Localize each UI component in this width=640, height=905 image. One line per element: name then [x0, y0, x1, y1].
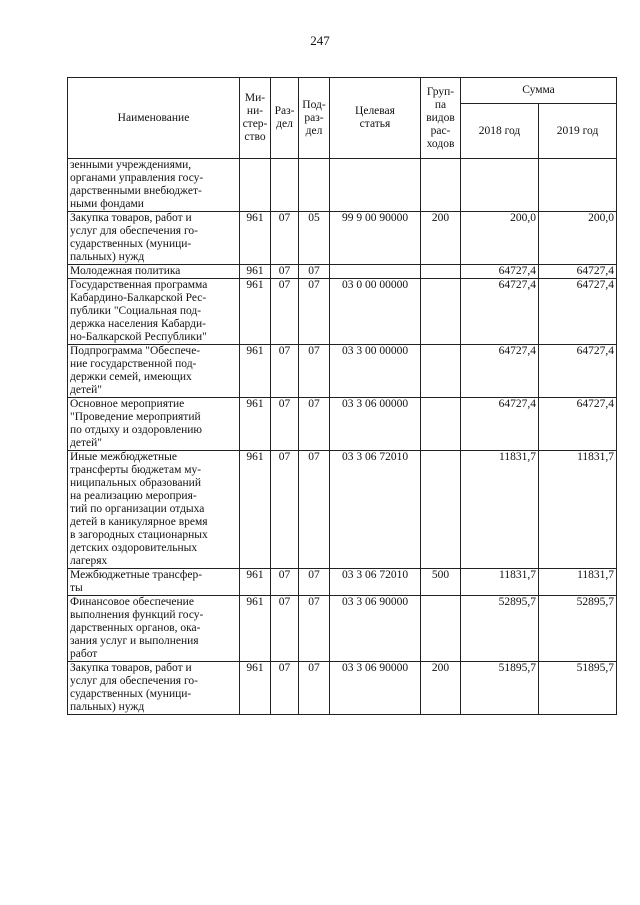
cell-target-article: 03 3 00 00000 — [330, 345, 421, 398]
table-row — [68, 596, 617, 662]
cell-subsection: 07 — [299, 662, 330, 715]
cell-expense-group: 200 — [421, 662, 461, 715]
cell-sum-2019: 11831,7 — [539, 451, 617, 569]
page-number: 247 — [310, 33, 330, 48]
cell-sum-2019: 11831,7 — [539, 569, 617, 596]
cell-target-article: 99 9 00 90000 — [330, 212, 421, 265]
cell-sum-2019: 64727,4 — [539, 345, 617, 398]
cell-section: 07 — [271, 398, 299, 451]
header-year-2019: 2019 год — [539, 104, 617, 159]
cell-subsection: 07 — [299, 451, 330, 569]
cell-name: Государственная программа Кабардино-Балкарской Рес- публики "Социальная под- держка населения Кабарди- но-Балкарской Республики" — [68, 279, 240, 345]
header-name: Наименование — [68, 78, 240, 159]
cell-sum-2018 — [461, 159, 539, 212]
cell-section: 07 — [271, 212, 299, 265]
cell-subsection: 07 — [299, 279, 330, 345]
cell-target-article: 03 3 06 72010 — [330, 569, 421, 596]
cell-target-article — [330, 159, 421, 212]
cell-name: Основное мероприятие "Проведение мероприятий по отдыху и оздоровлению детей" — [68, 398, 240, 451]
cell-expense-group — [421, 279, 461, 345]
cell-target-article — [330, 265, 421, 279]
table-row — [68, 398, 617, 451]
cell-sum-2018: 64727,4 — [461, 279, 539, 345]
cell-subsection: 07 — [299, 398, 330, 451]
cell-sum-2018: 11831,7 — [461, 451, 539, 569]
cell-expense-group: 500 — [421, 569, 461, 596]
cell-section: 07 — [271, 451, 299, 569]
cell-target-article: 03 3 06 00000 — [330, 398, 421, 451]
cell-name: Иные межбюджетные трансферты бюджетам му- ниципальных образований на реализацию мероприя- тий по организации отдыха детей в каникулярное время в загородных стационарных детских оздоровительных лагерях — [68, 451, 240, 569]
cell-ministry: 961 — [240, 451, 271, 569]
cell-sum-2018: 11831,7 — [461, 569, 539, 596]
table-row — [68, 662, 617, 715]
cell-sum-2019: 200,0 — [539, 212, 617, 265]
cell-section: 07 — [271, 345, 299, 398]
cell-subsection — [299, 159, 330, 212]
cell-expense-group — [421, 451, 461, 569]
header-section: Раз- дел — [271, 78, 299, 159]
cell-name: Финансовое обеспечение выполнения функций госу- дарственных органов, ока- зания услуг и выполнения работ — [68, 596, 240, 662]
cell-name: зенными учреждениями, органами управления госу- дарственными внебюджет- ными фондами — [68, 159, 240, 212]
budget-table — [67, 77, 617, 715]
cell-ministry: 961 — [240, 596, 271, 662]
cell-target-article: 03 3 06 90000 — [330, 596, 421, 662]
cell-section — [271, 159, 299, 212]
cell-ministry: 961 — [240, 279, 271, 345]
cell-sum-2019: 64727,4 — [539, 398, 617, 451]
table-row — [68, 451, 617, 569]
cell-sum-2019 — [539, 159, 617, 212]
header-expense-group: Груп- па видов рас- ходов — [421, 78, 461, 159]
cell-sum-2018: 51895,7 — [461, 662, 539, 715]
cell-expense-group: 200 — [421, 212, 461, 265]
cell-target-article: 03 0 00 00000 — [330, 279, 421, 345]
cell-ministry: 961 — [240, 398, 271, 451]
cell-subsection: 07 — [299, 569, 330, 596]
cell-subsection: 05 — [299, 212, 330, 265]
cell-section: 07 — [271, 596, 299, 662]
cell-sum-2018: 64727,4 — [461, 398, 539, 451]
cell-sum-2018: 52895,7 — [461, 596, 539, 662]
cell-sum-2018: 200,0 — [461, 212, 539, 265]
table-row — [68, 569, 617, 596]
cell-sum-2019: 52895,7 — [539, 596, 617, 662]
cell-section: 07 — [271, 265, 299, 279]
cell-expense-group — [421, 596, 461, 662]
cell-name: Подпрограмма "Обеспече- ние государственной под- держки семей, имеющих детей" — [68, 345, 240, 398]
cell-sum-2019: 51895,7 — [539, 662, 617, 715]
cell-subsection: 07 — [299, 596, 330, 662]
cell-section: 07 — [271, 279, 299, 345]
cell-ministry: 961 — [240, 212, 271, 265]
cell-subsection: 07 — [299, 265, 330, 279]
cell-section: 07 — [271, 569, 299, 596]
cell-ministry: 961 — [240, 265, 271, 279]
cell-name: Межбюджетные трансфер- ты — [68, 569, 240, 596]
cell-expense-group — [421, 265, 461, 279]
cell-target-article: 03 3 06 72010 — [330, 451, 421, 569]
cell-sum-2018: 64727,4 — [461, 265, 539, 279]
cell-name: Закупка товаров, работ и услуг для обеспечения го- сударственных (муници- пальных) нужд — [68, 212, 240, 265]
cell-name: Закупка товаров, работ и услуг для обеспечения го- сударственных (муници- пальных) нужд — [68, 662, 240, 715]
table-row — [68, 159, 617, 212]
cell-expense-group — [421, 398, 461, 451]
header-subsection: Под- раз- дел — [299, 78, 330, 159]
cell-ministry: 961 — [240, 569, 271, 596]
table-row — [68, 212, 617, 265]
table-row — [68, 345, 617, 398]
cell-ministry: 961 — [240, 662, 271, 715]
header-ministry: Ми- ни- стер- ство — [240, 78, 271, 159]
header-sum: Сумма — [461, 78, 617, 104]
table-row — [68, 265, 617, 279]
cell-section: 07 — [271, 662, 299, 715]
cell-ministry — [240, 159, 271, 212]
cell-subsection: 07 — [299, 345, 330, 398]
cell-expense-group — [421, 345, 461, 398]
cell-target-article: 03 3 06 90000 — [330, 662, 421, 715]
cell-sum-2018: 64727,4 — [461, 345, 539, 398]
cell-expense-group — [421, 159, 461, 212]
header-target-article: Целевая статья — [330, 78, 421, 159]
table-row — [68, 279, 617, 345]
cell-name: Молодежная политика — [68, 265, 240, 279]
cell-sum-2019: 64727,4 — [539, 279, 617, 345]
cell-ministry: 961 — [240, 345, 271, 398]
cell-sum-2019: 64727,4 — [539, 265, 617, 279]
header-year-2018: 2018 год — [461, 104, 539, 159]
